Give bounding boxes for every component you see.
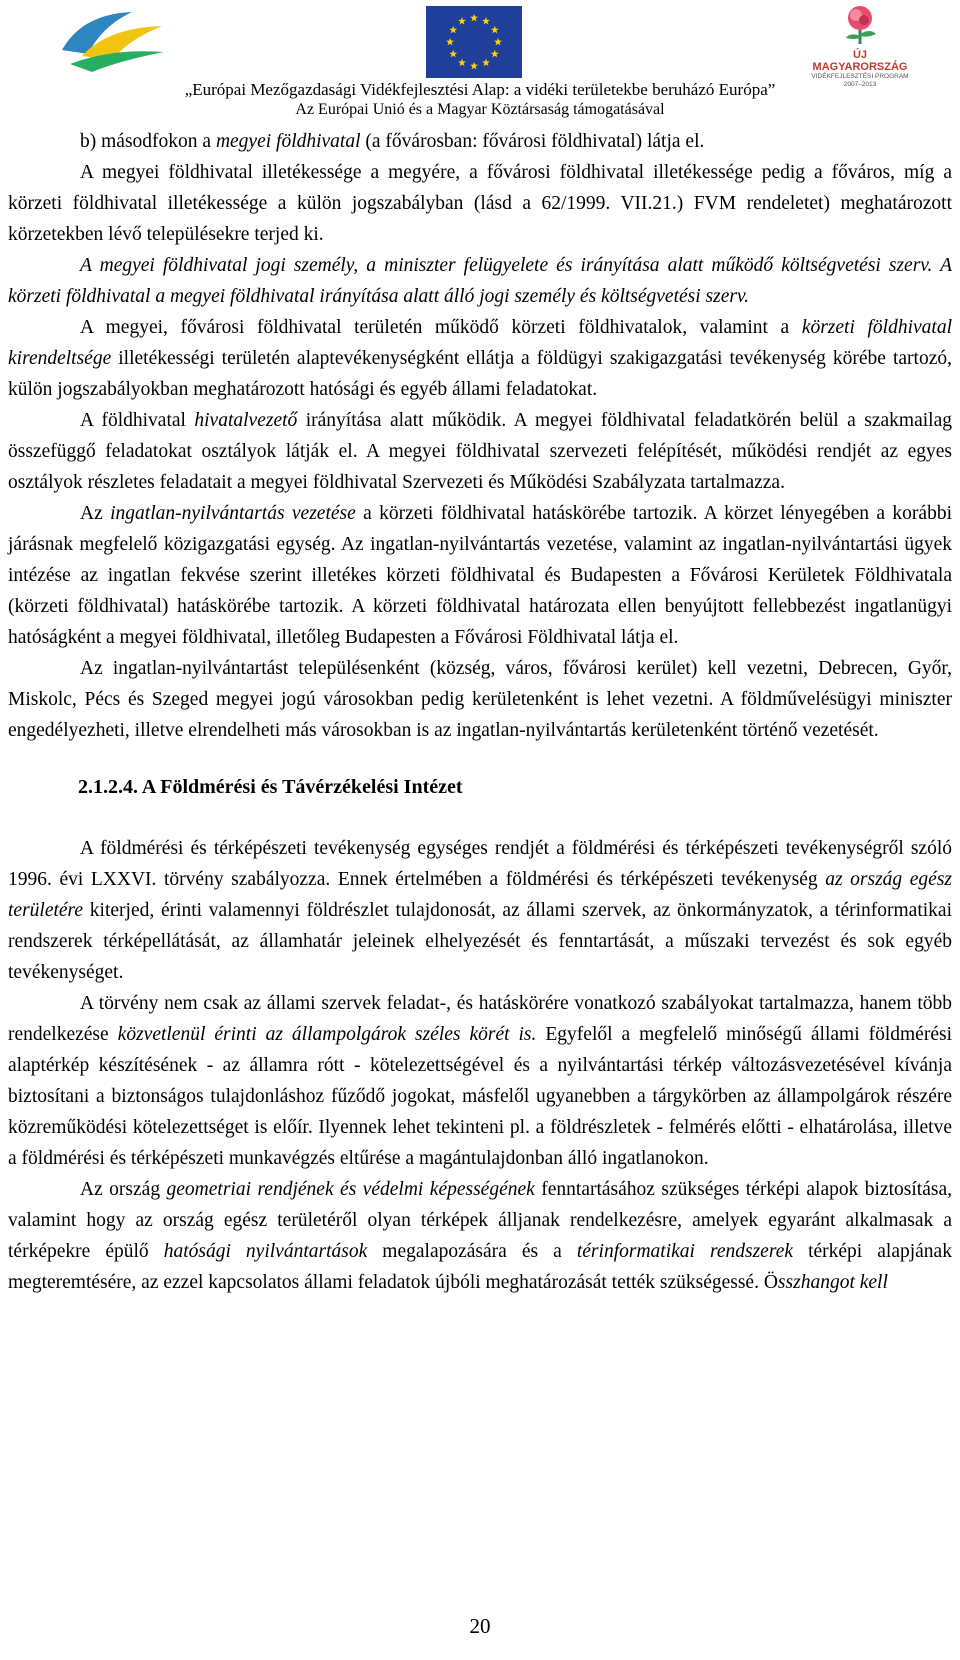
text-run: b) másodfokon a [80, 131, 216, 152]
text-run: Az ország [80, 1179, 167, 1200]
body-paragraph [8, 157, 952, 250]
italic-text: térinformatikai rendszerek [576, 1241, 794, 1262]
header-banner-line1: „Európai Mezőgazdasági Vidékfejlesztési Alap: a vidéki területekbe beruházó Európa” [184, 80, 776, 99]
text-run: A törvény nem csak az állami szervek feladat-, és hatáskörére vonatkozó szabályokat tartalmazza, hanem több rendelkezése [8, 993, 952, 1045]
italic-text: közvetlenül érinti az állampolgárok széles körét is. [117, 1024, 537, 1045]
right-logo-title: ÚJ MAGYARORSZÁG [812, 49, 908, 73]
body-paragraph [8, 126, 952, 157]
italic-text: sszhangot kell [777, 1272, 888, 1293]
text-run: térképi alapjának megteremtésére, az ezzel kapcsolatos állami feladatok újbóli meghatározását tették szükségessé. Ö [8, 1241, 952, 1293]
text-run: A földhivatal [80, 410, 195, 431]
paragraph-block-2 [8, 833, 952, 1298]
italic-text: hatósági nyilvántartások [163, 1241, 368, 1262]
body-paragraph [8, 405, 952, 498]
text-run: (a fővárosban: fővárosi földhivatal) látja el. [360, 131, 705, 152]
eu-flag-icon [426, 6, 522, 78]
text-run: kiterjed, érinti valamennyi földrészlet tulajdonosát, az állami szervek, az önkormányzatok, a térinformatikai rendszerek térképellátását, az államhatár jeleinek elhelyezését és fenntartását, a műszaki tervezést és sok egyéb tevékenységet. [8, 900, 952, 983]
body-paragraph [8, 988, 952, 1174]
italic-text: ingatlan-nyilvántartás vezetése [110, 503, 356, 524]
text-run: Az ingatlan-nyilvántartást településenként (község, város, fővárosi kerület) kell vezetni, Debrecen, Győr, Miskolc, Pécs és Szeged megyei jogú városokban pedig kerületenként is lehet vezetni. A földművelésügyi miniszter engedélyezheti, illetve elrendelheti más városokban is az ingatlan-nyilvántartás kerületenként történő vezetését. [8, 658, 952, 741]
text-run: illetékességi területén alaptevékenységként ellátja a földügyi szakigazgatási tevékenység körébe tartozó, külön jogszabályokban meghatározott hatósági és egyéb állami feladatokat. [8, 348, 952, 400]
italic-text: A megyei földhivatal jogi személy, a miniszter felügyelete és irányítása alatt működő költségvetési szerv. A körzeti földhivatal a megyei földhivatal irányítása alatt álló jogi személy és költségvetési szerv. [8, 255, 952, 307]
paragraph-block-1 [8, 126, 952, 746]
text-run: A megyei földhivatal illetékessége a megyére, a fővárosi földhivatal illetékessége pedig a főváros, míg a körzeti földhivatal illetékessége a külön jogszabályban (lásd a 62/1999. VII.21.) FVM rendeletet) meghatározott körzetekben lévő településekre terjed ki. [8, 162, 952, 245]
document-body [8, 126, 952, 1298]
body-paragraph [8, 498, 952, 653]
right-logo-years: 2007–2013 [843, 81, 877, 88]
text-run: irányítása alatt működik. A megyei földhivatal feladatkörén belül a szakmailag összefüggő feladatokat osztályok látják el. A megyei földhivatal szervezeti felépítését, működési rendjét az egyes osztályok részletes feladatait a megyei földhivatal Szervezeti és Működési Szabályzata tartalmazza. [8, 410, 952, 493]
text-run: A földmérési és térképészeti tevékenység egységes rendjét a földmérési és térképészeti tevékenységről szóló 1996. évi LXXVI. törvény szabályozza. Ennek értelmében a földmérési és térképészeti tevékenység [8, 838, 952, 890]
rose-icon [830, 2, 890, 44]
italic-text: az ország egész területére [8, 869, 953, 921]
uj-magyarorszag-logo [805, 2, 915, 89]
italic-text: körzeti földhivatal kirendeltsége [8, 317, 952, 369]
text-run: a körzeti földhivatal hatáskörébe tartozik. A körzet lényegében a korábbi járásnak megfelelő közigazgatási egység. Az ingatlan-nyilvántartás vezetése, valamint az ingatlan-nyilvántartási ügyek intézése az ingatlan fekvése szerint illetékes körzeti földhivatal és Budapesten a Fővárosi Kerületek Földhivatala (körzeti földhivatal) hatáskörébe tartozik. A körzeti földhivatal határozata ellen benyújtott fellebbezést ingatlanügyi hatóságként a megyei földhivatal, illetőleg Budapesten a Fővárosi Földhivatal látja el. [8, 503, 953, 648]
body-paragraph [8, 312, 952, 405]
eafrd-logo-icon [52, 4, 172, 76]
body-paragraph [8, 1174, 952, 1298]
italic-text: megyei földhivatal [215, 131, 361, 152]
text-run: Egyfelől a megfelelő minőségű állami földmérési alaptérkép készítésének - az államra rótt - kötelezettségével és a nyilvántartási térkép változásvezetésével kívánja biztosítani a biztonságos tulajdonláshoz fűződő jogokat, másfelől ugyanebben a tárgykörben az állampolgárok részére közreműködési kötelezettséget is előír. Ilyennek lehet tekinteni pl. a földrészletek - felmérés előtti - elhatárolása, illetve a földmérési és térképészeti munkavégzés eltűrése a magántulajdonban álló ingatlanokon. [8, 1024, 952, 1169]
body-paragraph [8, 833, 952, 988]
text-run: fenntartásához szükséges térképi alapok biztosítása, valamint hogy az ország egész területéről olyan térképek álljanak rendelkezésre, amelyek egyaránt alkalmasak a térképekre épülő [8, 1179, 952, 1262]
section-heading: 2.1.2.4. A Földmérési és Távérzékelési Intézet [78, 776, 463, 798]
italic-text: geometriai rendjének és védelmi képességének [166, 1179, 535, 1200]
page-header [0, 0, 960, 122]
text-run: A megyei, fővárosi földhivatal területén működő körzeti földhivatalok, valamint a [80, 317, 802, 338]
body-paragraph [8, 250, 952, 312]
right-logo-subtitle: VIDÉKFEJLESZTÉSI PROGRAM [811, 73, 909, 80]
page-number: 20 [469, 1614, 491, 1638]
italic-text: hivatalvezető [194, 410, 298, 431]
text-run: Az [80, 503, 111, 524]
text-run: megalapozására és a [367, 1241, 577, 1262]
body-paragraph [8, 653, 952, 746]
header-banner-line2: Az Európai Unió és a Magyar Köztársaság támogatásával [295, 101, 665, 118]
